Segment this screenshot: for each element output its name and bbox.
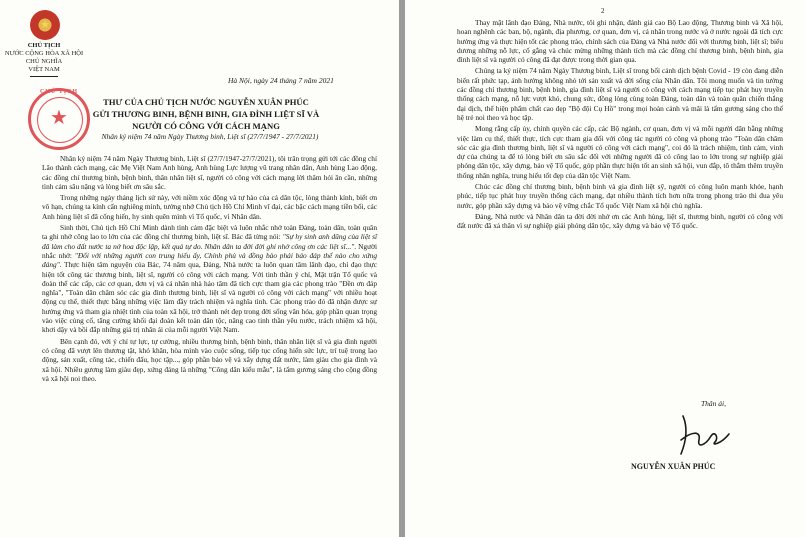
heading-line-3: NGƯỜI CÓ CÔNG VỚI CÁCH MẠNG bbox=[132, 121, 280, 131]
paragraph-text: . Người nhắc nhở: bbox=[42, 241, 377, 260]
letter-page-1 bbox=[0, 0, 399, 537]
issuer-office: CHỦ TỊCH bbox=[27, 42, 61, 49]
paragraph bbox=[42, 223, 377, 335]
issuer-block bbox=[4, 42, 84, 77]
paragraph: Thay mặt lãnh đạo Đảng, Nhà nước, tôi ghi nhận, đánh giá cao Bộ Lao động, Thương binh và Xã hội, hoan nghênh các ban, bộ, ngành, địa phương, cơ quan, đơn vị, cá nhân trong nước và ở nước ngoài đã tích cực hưởng ứng và thực hiện tốt các phong trào, chính sách của Đảng và Nhà nước đối với thương binh, liệt sĩ; biểu dương những nỗ lực, cố gắng và chúc mừng những thành tích mà các đồng chí thương binh, bệnh binh, gia đình liệt sĩ và người có công đã đạt được trong thời gian qua. bbox=[457, 18, 783, 65]
letter-occasion: Nhân kỷ niệm 74 năm Ngày Thương binh, Liệt sĩ (27/7/1947 - 27/7/2021) bbox=[101, 132, 319, 141]
paragraph-text: Sinh thời, Chủ tịch Hồ Chí Minh dành tình cảm đặc biệt và luôn nhắc nhở toàn Đảng, toàn dân, toàn quân ta ghi nhớ công lao to lớn của các đồng chí thương binh, liệt sĩ. Bác đã từng nói: bbox=[42, 223, 377, 242]
paragraph: Đảng, Nhà nước và Nhân dân ta đời đời nhớ ơn các Anh hùng, liệt sĩ, thương binh, người có công với đất nước đã xả thân vì sự nghiệp giải phóng dân tộc, xây dựng và bảo vệ Tổ quốc. bbox=[457, 211, 783, 231]
page-number: 2 bbox=[601, 7, 605, 15]
issuer-country-line2: VIỆT NAM bbox=[28, 66, 60, 73]
paragraph: Bên cạnh đó, với ý chí tự lực, tự cường, nhiều thương binh, bệnh binh, thân nhân liệt sĩ và gia đình người có công đã vượt lên thương tật, khó khăn, hòa mình vào cuộc sống, tiếp tục cống hiến sức lực, trí tuệ trong lao động, sản xuất, công tác, chiến đấu, học tập..., góp phần bảo vệ và xây dựng đất nước, làm giàu cho gia đình và xã hội. Nhiều gương làm giàu đẹp, xứng đáng là những "Công dân kiểu mẫu", là tấm gương sáng cho cộng đồng và xã hội noi theo. bbox=[42, 336, 377, 383]
closing-salutation: Thân ái, bbox=[701, 399, 727, 408]
paragraph: Chúc các đồng chí thương binh, bệnh binh và gia đình liệt sỹ, người có công luôn mạnh khỏe, hạnh phúc, tiếp tục phát huy truyền thống cách mạng, đạt nhiều thành tích hơn nữa trong phong trào thi đua yêu nước, góp phần xây dựng và bảo vệ vững chắc Tổ quốc Việt Nam xã hội chủ nghĩa. bbox=[457, 182, 783, 210]
paragraph: Chúng ta kỷ niệm 74 năm Ngày Thương binh, Liệt sĩ trong bối cảnh dịch bệnh Covid - 19 còn đang diễn biến rất phức tạp, ảnh hưởng không nhỏ tới sản xuất và đời sống của Nhân dân. Tôi mong muốn và tin tưởng các đồng chí thương binh, bệnh binh, gia đình liệt sĩ và người có công với cách mạng tiếp tục phát huy truyền thống cách mạng, nỗ lực vượt khó, chung sức, đồng lòng cùng toàn Đảng, toàn dân và toàn quân chiến thắng đại dịch, thể hiện phẩm chất cao đẹp "Bộ đội Cụ Hồ" trong mọi hoàn cảnh và mãi là tấm gương sáng cho thế hệ trẻ noi theo và học tập. bbox=[457, 66, 783, 122]
paragraph: Nhân kỷ niệm 74 năm Ngày Thương binh, Liệt sĩ (27/7/1947-27/7/2021), tôi trân trọng gửi tới các đồng chí Lão thành cách mạng, các Mẹ Việt Nam Anh hùng, Anh hùng Lực lượng vũ trang nhân dân, Anh hùng Lao động, các đồng chí thương binh, bệnh binh, thân nhân liệt sĩ, người có công với cách mạng lời thăm hỏi ân cần, những tình cảm sâu nặng và lòng biết ơn sâu sắc. bbox=[42, 154, 377, 191]
issuer-country: NƯỚC CỘNG HÒA XÃ HỘI CHỦ NGHĨA bbox=[4, 50, 84, 65]
heading-line-2: GỬI THƯƠNG BINH, BỆNH BINH, GIA ĐÌNH LIỆT SĨ VÀ bbox=[92, 109, 320, 119]
heading-line-1: THƯ CỦA CHỦ TỊCH NƯỚC NGUYỄN XUÂN PHÚC bbox=[103, 97, 309, 107]
quote-text: "Đối với những người con trung hiếu ấy, Chính phủ và đồng bào phải báo đáp thế nào cho xứng đáng" bbox=[42, 250, 377, 270]
letter-body-page-2 bbox=[457, 18, 783, 231]
stamp-star-icon: ★ bbox=[50, 107, 68, 129]
place-date: Hà Nội, ngày 24 tháng 7 năm 2021 bbox=[228, 76, 334, 85]
letter-page-2 bbox=[405, 0, 805, 537]
handwritten-signature bbox=[675, 410, 735, 458]
national-emblem-icon bbox=[30, 10, 60, 40]
signer-name: NGUYỄN XUÂN PHÚC bbox=[631, 462, 716, 471]
issuer-underline bbox=[30, 76, 58, 77]
quote-text: "Sự hy sinh anh dũng của liệt sĩ đã làm cho đất nước ta nở hoa độc lập, kết quả tự do. Nhân dân ta đời đời ghi nhớ công ơn các liệt sĩ..." bbox=[42, 232, 377, 251]
paragraph: Trong những ngày tháng lịch sử này, với niềm xúc động và tự hào của cả dân tộc, lòng thành kính, biết ơn vô hạn, chúng ta kính cẩn nghiêng mình, tưởng nhớ Chủ tịch Hồ Chí Minh vĩ đại, các bậc cách mạng tiền bối, các Anh hùng liệt sĩ đã cống hiến, hy sinh quên mình vì Tổ quốc, vì Nhân dân. bbox=[42, 193, 377, 221]
stamp-text: CHỦ TỊCH bbox=[39, 89, 79, 95]
letter-heading bbox=[56, 96, 356, 132]
paragraph-text: . Thực hiện tâm nguyện của Bác, 74 năm qua, Đảng, Nhà nước ta luôn quan tâm lãnh đạo, chỉ đạo thực hiện tốt công tác thương binh, liệt sĩ, người có công với cách mạng. Với tinh thần ý chí, Mặt trận Tổ quốc và đoàn thể các cấp, các cơ quan, đơn vị và cá nhân nhà hảo tâm đã tích cực tham gia các phong trào "Đền ơn đáp nghĩa", "Toàn dân chăm sóc các gia đình thương binh, liệt sĩ và người có công với cách mạng" với nhiều hoạt động cụ thể, thiết thực bằng những việc làm đầy trách nhiệm và nghĩa tình. Các phong trào đó đã nhận được sự hưởng ứng và tham gia nhiệt tình của toàn xã hội, trở thành nét đẹp trong đời sống văn hóa, góp phần quan trọng vào việc củng cố, tăng cường khối đại đoàn kết toàn dân tộc, nâng cao tinh thần yêu nước, trách nhiệm xã hội, khơi dậy và bồi đắp những giá trị nhân ái của mỗi người Việt Nam. bbox=[42, 260, 377, 335]
letter-body-page-1 bbox=[42, 154, 377, 383]
paragraph: Mong rằng cấp ủy, chính quyền các cấp, các Bộ ngành, cơ quan, đơn vị và mỗi người dân bằng những việc làm cụ thể, thiết thực, tích cực tham gia đối với công tác người có công và phong trào "Toàn dân chăm sóc các gia đình thương binh, liệt sĩ và người có công với cách mạng", coi đó là trách nhiệm, tình cảm, vinh dự của chúng ta để tỏ lòng biết ơn sâu sắc đối với những người đã có công lao to lớn trong sự nghiệp giải phóng dân tộc, xây dựng, bảo vệ Tổ quốc, góp phần thực hiện tốt an sinh xã hội, vun đắp, tô thắm thêm truyền thống nhân nghĩa, trung hiếu tốt đẹp của dân tộc Việt Nam. bbox=[457, 124, 783, 180]
